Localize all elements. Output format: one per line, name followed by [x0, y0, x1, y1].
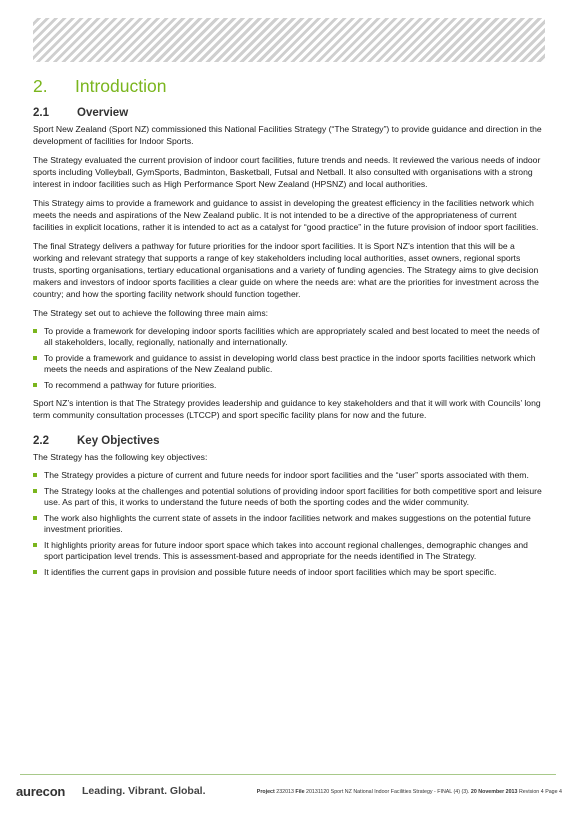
list-item: The Strategy looks at the challenges and potential solutions of providing indoor sport facilities for both competitive sport and leisure use. As part of this, it works to understand the future needs of both the sporting codes and the wider community.: [33, 486, 545, 508]
section-number: 2.: [33, 76, 48, 96]
aurecon-logo: aurecon: [16, 784, 66, 799]
list-item: It highlights priority areas for future indoor sport space which takes into account regional challenges, demographic changes and sport participation level trends. This is assessment-based and appropriate for the needs identified in The Strategy.: [33, 540, 545, 562]
page-footer: [16, 784, 562, 804]
header-hatch-band: [33, 18, 545, 62]
overview-heading: [33, 107, 545, 119]
list-item: To provide a framework and guidance to assist in developing world class best practice in the indoor sports facilities network which meets the needs and aspirations of the New Zealand public.: [33, 353, 545, 375]
bullet-icon: [33, 356, 37, 360]
objectives-number: 2.2: [33, 435, 49, 447]
aims-list: [33, 326, 545, 391]
list-item: To provide a framework for developing indoor sports facilities which are appropriately scaled and best located to meet the needs of all stakeholders, locally, regionally, nationally and internationally.: [33, 326, 545, 348]
bullet-icon: [33, 383, 37, 387]
overview-number: 2.1: [33, 107, 49, 119]
list-item: The work also highlights the current state of assets in the indoor facilities network and makes suggestions on the potential future investment priorities.: [33, 513, 545, 535]
objectives-heading: [33, 435, 545, 447]
bullet-icon: [33, 516, 37, 520]
overview-paragraph: Sport New Zealand (Sport NZ) commissioned this National Facilities Strategy (“The Strategy”) to provide guidance and direction in the development of facilities for Indoor Sports.: [33, 124, 542, 146]
section-heading: [33, 76, 545, 97]
footer-divider: [20, 774, 556, 775]
overview-title: Overview: [77, 107, 129, 119]
bullet-icon: [33, 489, 37, 493]
overview-paragraph: This Strategy aims to provide a framework and guidance to assist in developing the greatest efficiency in the facilities network which meets the needs and aspirations of the New Zealand public. It is not intended to be a directive of the appropriateness of current facilities in explicit locations, rather it is intended to act as a catalyst for “good practice” in the future provision of indoor sport facilities.: [33, 198, 539, 232]
objectives-intro: The Strategy has the following key objectives:: [33, 452, 208, 462]
bullet-icon: [33, 543, 37, 547]
overview-paragraph: The final Strategy delivers a pathway for future priorities for the indoor sport facilities. It is Sport NZ’s intention that this will be a working and relevant strategy that supports a range of key stakeholders including local authorities, asset owners, regional sports trusts, sporting organisations, tertiary educational organisations and a variety of funding agencies. The Strategy aims to give decision makers and investors of indoor sports facilities a clear guide on where the needs are: what are the priorities for investment across the country; and how the sporting facility network should function together.: [33, 241, 539, 299]
list-item: The Strategy provides a picture of current and future needs for indoor sport facilities and the “user” sports associated with them.: [33, 470, 545, 481]
objectives-list: [33, 470, 545, 578]
overview-closing: Sport NZ’s intention is that The Strategy provides leadership and guidance to key stakeholders and that it will work with Councils’ long term community consultation processes (LTCCP) and sport specific facility plans for now and the future.: [33, 398, 541, 420]
footer-document-info: Project 232013 File 20131120 Sport NZ National Indoor Facilities Strategy - FINAL (4) (3). 20 November 2013 Revision 4 Page 4: [256, 789, 562, 795]
section-title: Introduction: [75, 76, 167, 96]
list-item: It identifies the current gaps in provision and possible future needs of indoor sport facilities which may be sport specific.: [33, 567, 545, 578]
page-content: [33, 76, 545, 584]
bullet-icon: [33, 570, 37, 574]
footer-tagline: Leading. Vibrant. Global.: [82, 785, 206, 797]
overview-paragraph: The Strategy evaluated the current provision of indoor court facilities, future trends and needs. It reviewed the various needs of indoor sports including Volleyball, GymSports, Badminton, Basketball, Futsal and Netball. It also consulted with organisations with a strong interest in indoor facilities such as High Performance Sport New Zealand (HPSNZ) and local authorities.: [33, 155, 541, 189]
bullet-icon: [33, 473, 37, 477]
overview-paragraph: The Strategy set out to achieve the following three main aims:: [33, 308, 269, 318]
bullet-icon: [33, 329, 37, 333]
list-item: To recommend a pathway for future priorities.: [33, 380, 545, 391]
objectives-title: Key Objectives: [77, 435, 160, 447]
